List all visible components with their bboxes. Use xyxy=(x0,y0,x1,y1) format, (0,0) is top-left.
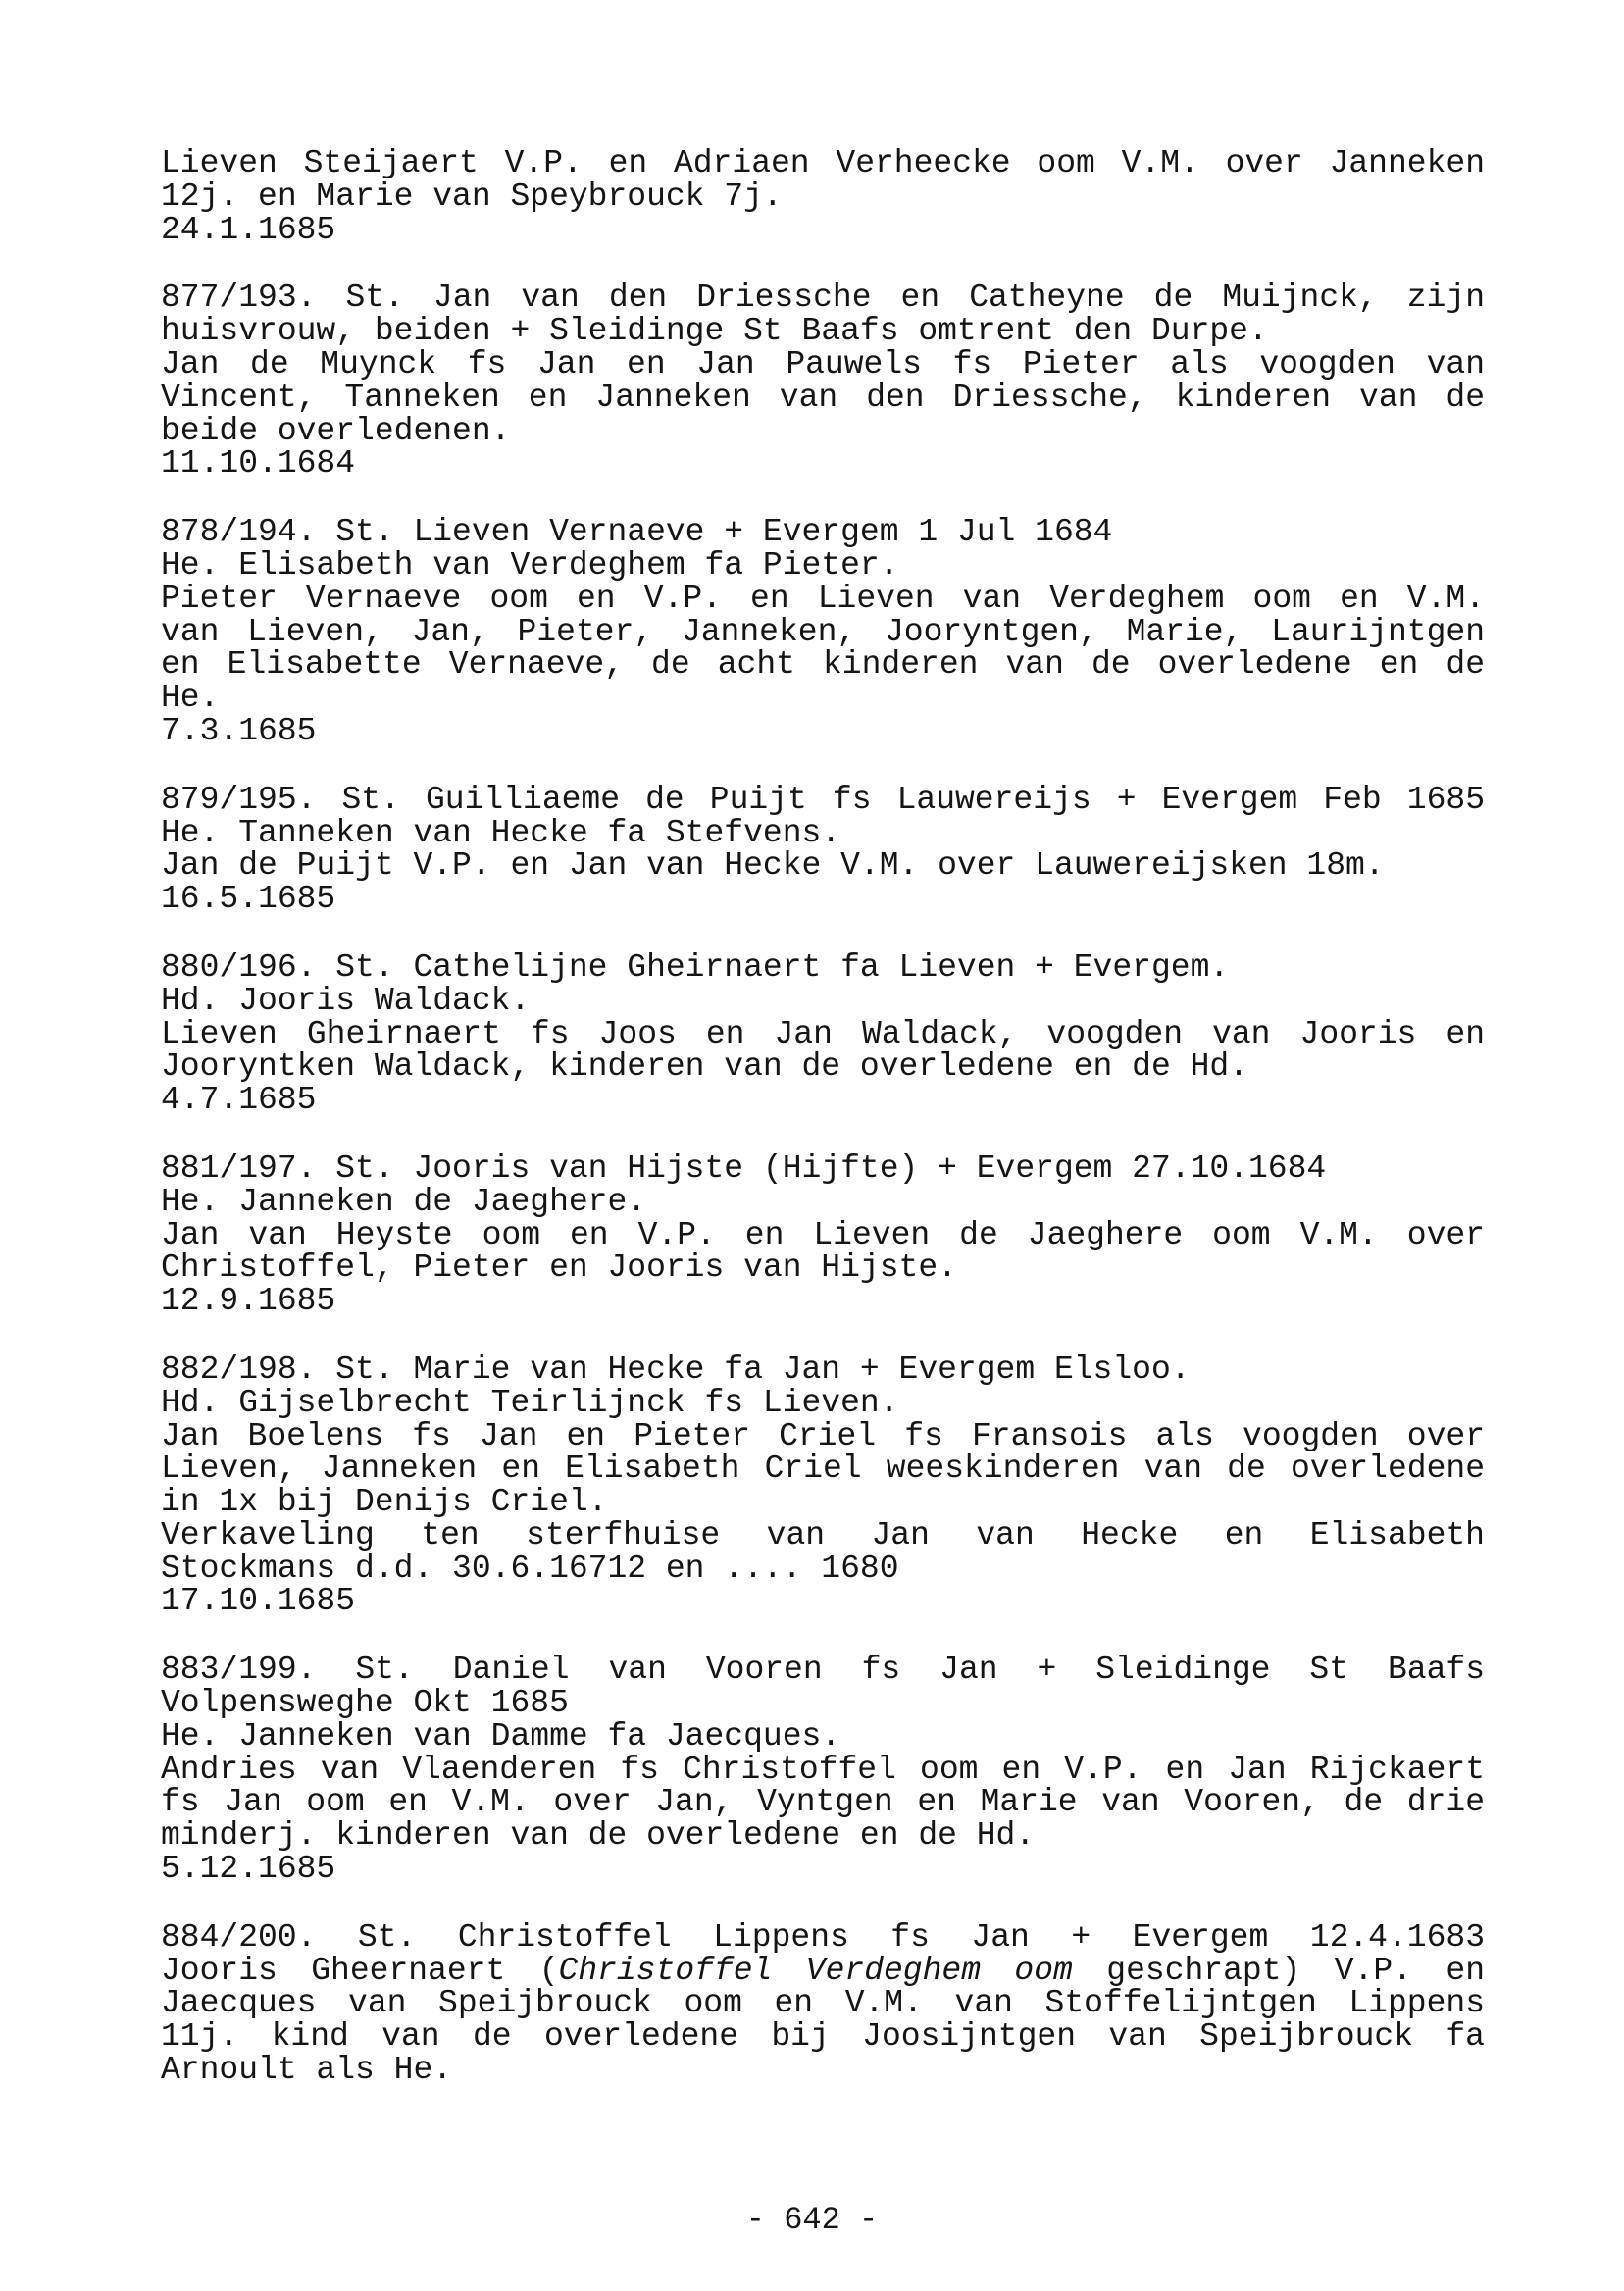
entry-line: Christoffel, Pieter en Jooris van Hijste. xyxy=(161,1249,957,1287)
entries-container xyxy=(161,147,1485,1921)
entry-line: Arnoult als He. xyxy=(161,2052,453,2089)
entry-line: beide overledenen. xyxy=(161,412,511,449)
entry xyxy=(161,1149,1485,1320)
entry-line: Jooryntken Waldack, kinderen van de overledene en de Hd. xyxy=(161,1048,1248,1086)
entry xyxy=(161,147,1485,246)
entry-line: Jan de Muynck fs Jan en Jan Pauwels fs Pieter als voogden van xyxy=(161,345,1485,382)
entry-gap xyxy=(161,481,1485,516)
entry xyxy=(161,516,1485,748)
entry xyxy=(161,281,1485,481)
entry-line: Pieter Vernaeve oom en V.P. en Lieven van Verdeghem oom en V.M. xyxy=(161,580,1485,617)
entry-line: 11j. kind van de overledene bij Joosijntgen van Speijbrouck fa xyxy=(161,2018,1485,2056)
entry-line: 884/200. St. Christoffel Lippens fs Jan + Evergem 12.4.1683 xyxy=(161,1918,1485,1956)
entry-line: 17.10.1685 xyxy=(161,1583,356,1620)
entry-line: 7.3.1685 xyxy=(161,712,317,749)
entry-gap xyxy=(161,1618,1485,1654)
entry-line: He. Tanneken van Hecke fa Stefvens. xyxy=(161,814,841,851)
entry-gap xyxy=(161,1318,1485,1353)
entry-line: Stockmans d.d. 30.6.16712 en .... 1680 xyxy=(161,1550,899,1587)
entry-line: Lieven Steijaert V.P. en Adriaen Verheecke oom V.M. over Janneken xyxy=(161,145,1485,181)
page-number: - 642 - xyxy=(745,2202,879,2238)
entry-gap xyxy=(161,1886,1485,1921)
entry-gap xyxy=(161,916,1485,951)
entry xyxy=(161,948,1485,1119)
entry-gap xyxy=(161,1117,1485,1152)
entry-line: Verkaveling ten sterfhuise van Jan van Hecke en Elisabeth xyxy=(161,1516,1485,1553)
entry-line: 877/193. St. Jan van den Driessche en Catheyne de Muijnck, zijn xyxy=(161,280,1485,317)
entry-line: He. Elisabeth van Verdeghem fa Pieter. xyxy=(161,546,899,584)
entry-line: minderj. kinderen van de overledene en de Hd. xyxy=(161,1817,1036,1855)
entry-line: huisvrouw, beiden + Sleidinge St Baafs omtrent den Durpe. xyxy=(161,313,1268,350)
entry-line: Jaecques van Speijbrouck oom en V.M. van Stoffelijntgen Lippens xyxy=(161,1985,1485,2022)
document-body xyxy=(161,147,1485,2087)
entry xyxy=(161,1654,1485,1886)
entry-line xyxy=(161,1952,1485,1989)
entry-line: en Elisabette Vernaeve, de acht kinderen van de overledene en de xyxy=(161,646,1485,684)
entry-line: 24.1.1685 xyxy=(161,211,336,248)
entry-line: 882/198. St. Marie van Hecke fa Jan + Evergem Elsloo. xyxy=(161,1350,1191,1388)
entry-line: Jan Boelens fs Jan en Pieter Criel fs Fransois als voogden over xyxy=(161,1417,1485,1454)
entry-line: 881/197. St. Jooris van Hijste (Hijfte) + Evergem 27.10.1684 xyxy=(161,1149,1327,1187)
entry-text: Jooris Gheernaert ( xyxy=(161,1952,559,1989)
entry-line: Hd. Jooris Waldack. xyxy=(161,982,531,1019)
entry-line: 12.9.1685 xyxy=(161,1283,336,1320)
entry-text: geschrapt) V.P. en xyxy=(1072,1952,1485,1989)
entry-line: fs Jan oom en V.M. over Jan, Vyntgen en Marie van Vooren, de drie xyxy=(161,1784,1485,1821)
entry-line: 880/196. St. Cathelijne Gheirnaert fa Lieven + Evergem. xyxy=(161,948,1230,986)
entry-line: 879/195. St. Guilliaeme de Puijt fs Lauwereijs + Evergem Feb 1685 xyxy=(161,781,1485,818)
entry-line: Hd. Gijselbrecht Teirlijnck fs Lieven. xyxy=(161,1384,899,1421)
entry-line: in 1x bij Denijs Criel. xyxy=(161,1484,608,1521)
entry-line: 5.12.1685 xyxy=(161,1851,336,1888)
entry-line: He. Janneken van Damme fa Jaecques. xyxy=(161,1717,841,1755)
entry-884 xyxy=(161,1918,1485,2089)
entry-gap xyxy=(161,246,1485,281)
entry-line: Andries van Vlaenderen fs Christoffel oom en V.P. en Jan Rijckaert xyxy=(161,1751,1485,1788)
entry-line: 883/199. St. Daniel van Vooren fs Jan + Sleidinge St Baafs xyxy=(161,1652,1485,1689)
entry-line: van Lieven, Jan, Pieter, Janneken, Jooryntgen, Marie, Laurijntgen xyxy=(161,613,1485,650)
entry-line: 11.10.1684 xyxy=(161,445,356,483)
entry-line: Jan van Heyste oom en V.P. en Lieven de Jaeghere oom V.M. over xyxy=(161,1216,1485,1253)
entry-line: Volpensweghe Okt 1685 xyxy=(161,1685,569,1722)
struck-note: Christoffel Verdeghem oom xyxy=(558,1952,1073,1989)
entry xyxy=(161,1350,1485,1620)
entry-line: 4.7.1685 xyxy=(161,1082,317,1119)
entry-line: 16.5.1685 xyxy=(161,881,336,918)
entry-line: 878/194. St. Lieven Vernaeve + Evergem 1 Jul 1684 xyxy=(161,514,1113,551)
entry-line: He. Janneken de Jaeghere. xyxy=(161,1183,647,1220)
entry-line: Jan de Puijt V.P. en Jan van Hecke V.M. over Lauwereijsken 18m. xyxy=(161,847,1385,885)
entry-line: He. xyxy=(161,680,220,717)
entry-gap xyxy=(161,748,1485,784)
entry-line: Lieven Gheirnaert fs Joos en Jan Waldack, voogden van Jooris en xyxy=(161,1015,1485,1052)
entry-line: Vincent, Tanneken en Janneken van den Driessche, kinderen van de xyxy=(161,379,1485,416)
entry xyxy=(161,781,1485,918)
entry-line: 12j. en Marie van Speybrouck 7j. xyxy=(161,178,783,215)
entry-line: Lieven, Janneken en Elisabeth Criel weeskinderen van de overledene xyxy=(161,1451,1485,1488)
